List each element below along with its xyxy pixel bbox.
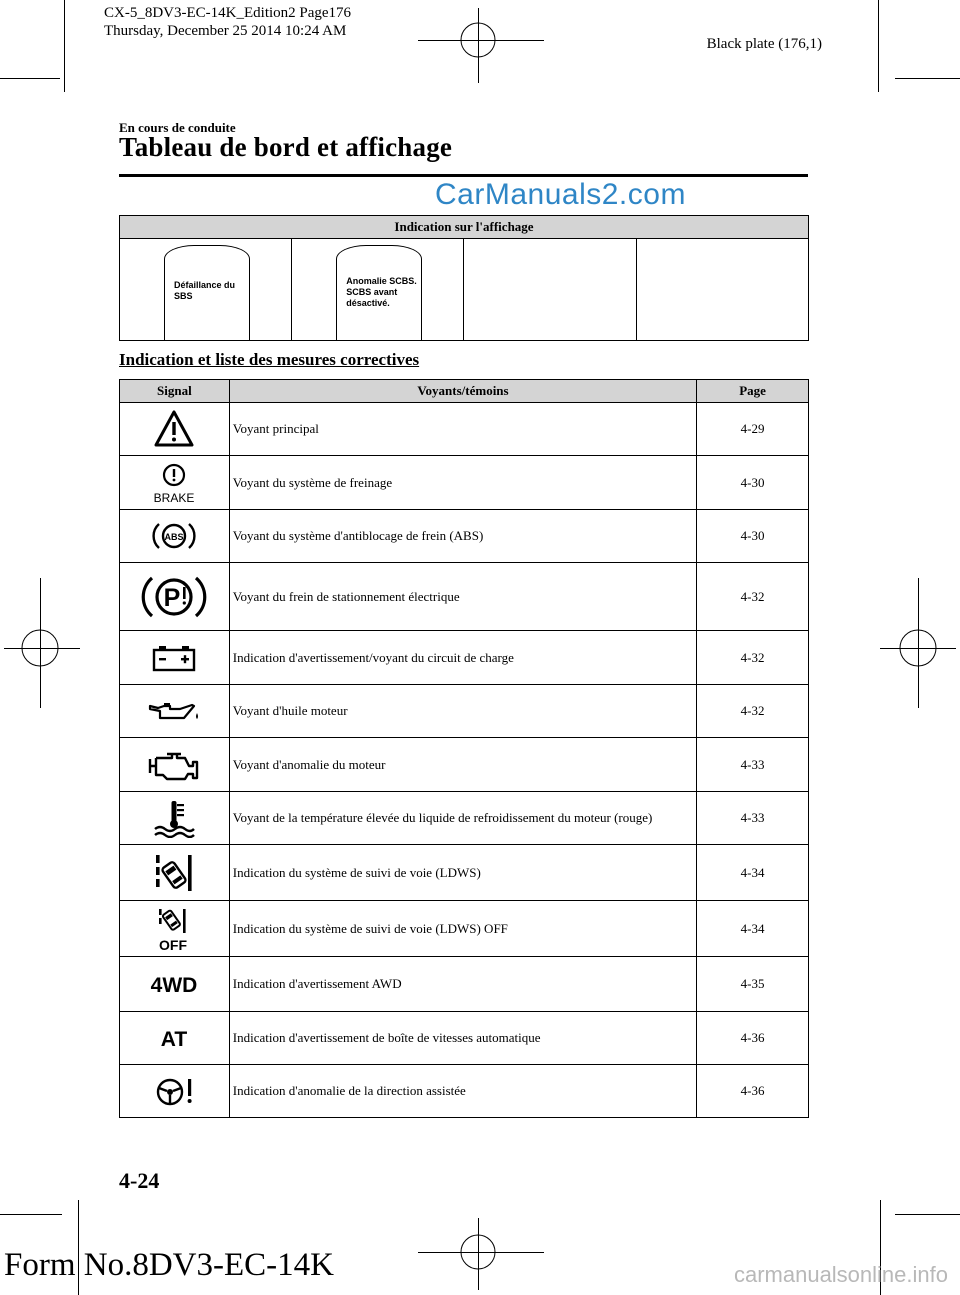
file-line: CX-5_8DV3-EC-14K_Edition2 Page176 [104,5,352,21]
list-title: Indication et liste des mesures correctives [119,350,420,369]
form-number: Form No.8DV3-EC-14K [4,1247,334,1283]
awd-icon-text: 4WD [151,974,198,996]
page-ref[interactable]: 4-36 [697,1065,809,1118]
lamp-label: Indication d'anomalie de la direction assistée [229,1065,696,1118]
lane-departure-off-icon [152,906,196,952]
page-ref[interactable]: 4-36 [697,1012,809,1065]
lamp-label: Voyant d'huile moteur [229,685,696,738]
page-ref[interactable]: 4-32 [697,685,809,738]
col-header-signal: Signal [120,380,230,403]
abs-icon-text: ABS [164,532,184,542]
brake-icon-text: BRAKE [154,490,195,504]
table-row [120,738,809,792]
table-row [120,403,809,456]
table-row [120,510,809,563]
page-ref[interactable]: 4-35 [697,957,809,1012]
lamp-label: Indication du système de suivi de voie (LDWS) OFF [229,901,696,957]
page-ref[interactable]: 4-33 [697,738,809,792]
lane-departure-icon [152,851,196,895]
table-row [120,1065,809,1118]
title-rule [119,174,808,177]
display-indication-table [119,215,809,341]
lamp-label: Indication d'avertissement AWD [229,957,696,1012]
ldws-off-icon-text: OFF [159,936,188,952]
page-ref[interactable]: 4-34 [697,845,809,901]
signals-table [119,379,809,1118]
table-row [120,631,809,685]
page-ref[interactable]: 4-30 [697,456,809,510]
display-cell [292,239,464,341]
lamp-label: Voyant d'anomalie du moteur [229,738,696,792]
col-header-page: Page [697,380,809,403]
coolant-temperature-icon [152,798,196,838]
battery-icon [151,643,197,673]
watermark-link[interactable]: CarManuals2.com [435,178,686,211]
lamp-label: Voyant du frein de stationnement électrique [229,563,696,631]
table-row [120,563,809,631]
parking-brake-icon-text: P [164,583,181,612]
plate-label: Black plate (176,1) [706,36,822,52]
page-ref[interactable]: 4-32 [697,563,809,631]
lamp-label: Voyant du système de freinage [229,456,696,510]
lamp-label: Voyant principal [229,403,696,456]
display-screen [336,245,422,341]
lamp-label: Indication d'avertissement de boîte de vitesses automatique [229,1012,696,1065]
page-ref[interactable]: 4-34 [697,901,809,957]
table-row [120,1012,809,1065]
display-cell-empty [464,239,636,341]
display-cell [120,239,292,341]
page-ref[interactable]: 4-32 [697,631,809,685]
table-row [120,456,809,510]
brake-icon [151,462,197,504]
print-info [104,4,351,40]
table-row [120,685,809,738]
col-header-lamp: Voyants/témoins [229,380,696,403]
page-ref[interactable]: 4-33 [697,792,809,845]
table-row [120,792,809,845]
site-watermark-link[interactable]: carmanualsonline.info [733,1262,948,1287]
automatic-transmission-icon [154,1026,194,1050]
table-row [120,957,809,1012]
display-text: désactivé. [346,298,390,308]
display-text: Anomalie SCBS. [346,276,417,286]
awd-icon [146,972,202,996]
abs-icon [149,518,199,554]
lamp-label: Indication d'avertissement/voyant du circuit de charge [229,631,696,685]
display-table-header: Indication sur l'affichage [120,216,809,239]
display-cell-empty [636,239,808,341]
display-text: SCBS avant [346,287,398,297]
date-line: Thursday, December 25 2014 10:24 AM [104,23,347,39]
oil-can-icon [146,698,202,724]
page-number: 4-24 [119,1168,160,1193]
lamp-label: Voyant de la température élevée du liquide de refroidissement du moteur (rouge) [229,792,696,845]
table-row [120,845,809,901]
warning-triangle-icon [153,409,195,449]
display-screen [164,245,250,341]
at-icon-text: AT [161,1028,188,1050]
table-row [120,901,809,957]
engine-icon [147,747,201,783]
section-label: En cours de conduite [119,120,236,135]
lamp-label: Indication du système de suivi de voie (LDWS) [229,845,696,901]
display-text: Défaillance du [174,280,236,290]
page-title: Tableau de bord et affichage [119,132,453,162]
lamp-label: Voyant du système d'antiblocage de frein (ABS) [229,510,696,563]
page-ref[interactable]: 4-30 [697,510,809,563]
page-ref[interactable]: 4-29 [697,403,809,456]
display-text: SBS [174,291,193,301]
power-steering-icon [151,1074,197,1108]
parking-brake-icon [139,570,209,624]
